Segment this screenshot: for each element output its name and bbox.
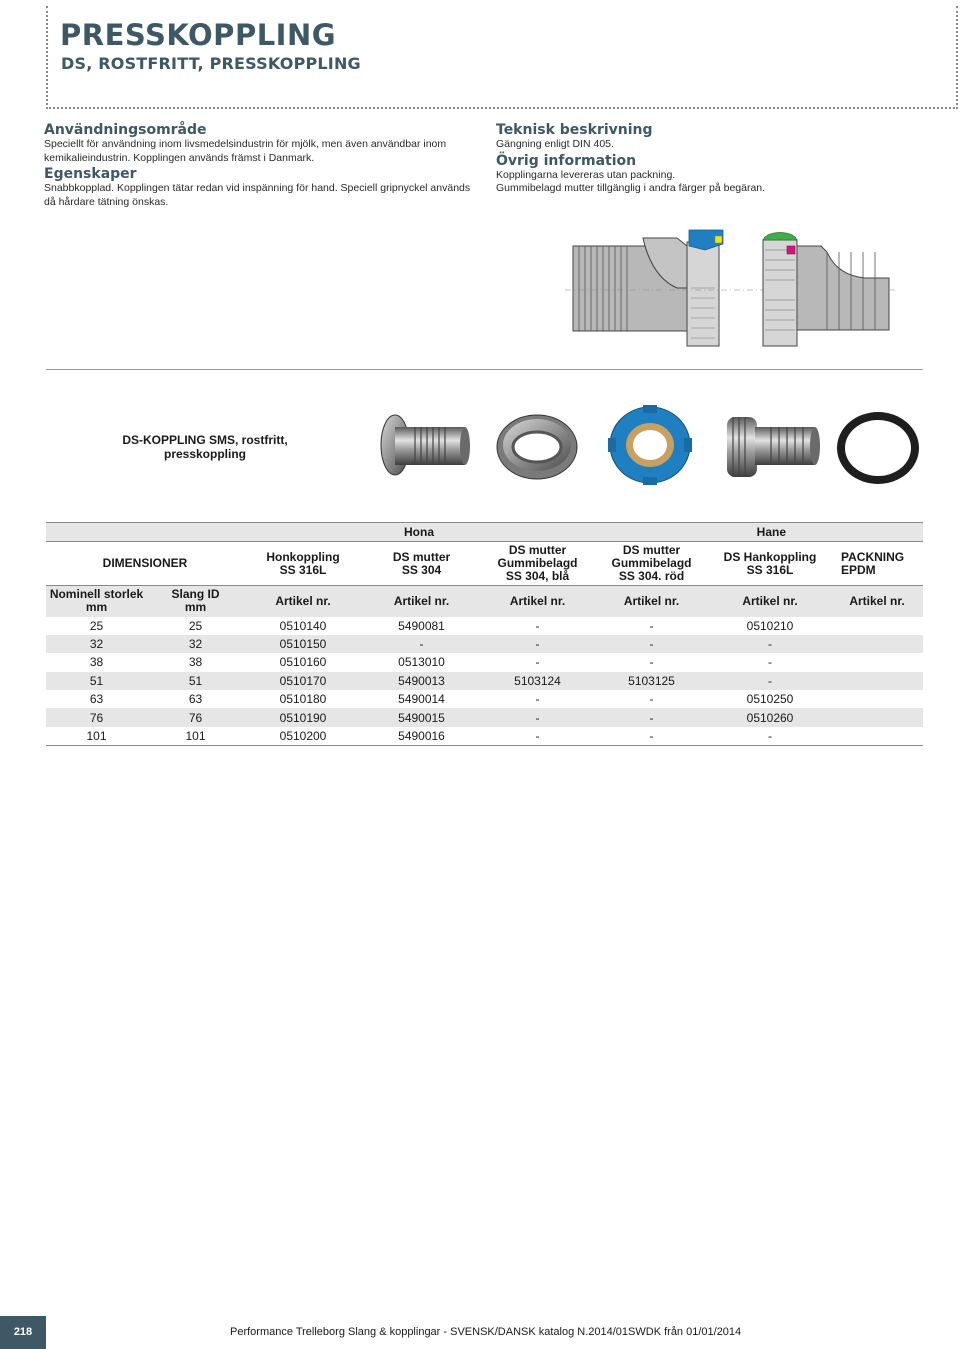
col-header-male-coupling: DS Hankoppling SS 316L [723,549,817,577]
table-cell [831,672,923,690]
table-cell [831,617,923,635]
group-hane: Hane [756,524,786,539]
page-number: 218 [0,1316,46,1349]
table-cell: - [649,637,654,652]
table-cell: 5103125 [628,673,675,688]
table-cell [831,727,923,746]
table-cell: 25 [89,618,104,633]
product-label: DS-KOPPLING SMS, rostfritt, presskoppling [122,433,288,461]
table-cell [831,708,923,726]
female-coupling-photo [381,415,470,475]
table-cell: 0510260 [746,710,794,725]
table-cell: 5490013 [398,673,445,688]
table-cell: 0510160 [279,655,327,670]
product-header-row [46,542,923,586]
table-cell: 0510210 [746,618,794,633]
table-cell: - [419,637,424,652]
table-cell: 63 [188,692,203,707]
table-cell: 0510180 [279,692,327,707]
group-hona: Hona [404,524,434,539]
right-text-column [496,122,936,196]
table-cell: - [768,728,772,743]
table-cell [831,690,923,708]
spec-table [46,522,923,746]
table-cell: - [768,637,772,652]
table-cell: - [649,728,654,743]
table-cell: 0510150 [279,637,327,652]
table-row [46,635,923,653]
table-row [46,690,923,708]
group-header-row [46,523,923,542]
table-cell: 5490016 [398,728,445,743]
table-cell: 0513010 [398,655,445,670]
table-cell: - [649,618,654,633]
table-row [46,617,923,635]
table-cell: - [535,655,540,670]
col-header-nominal-size: Nominell storlek mm [49,587,144,615]
table-cell: 51 [188,673,203,688]
epdm-gasket-photo [837,412,919,484]
other-info-heading: Övrig information [496,152,637,169]
table-cell: 32 [188,637,203,652]
table-cell: - [535,710,540,725]
table-cell: 0510140 [279,618,327,633]
table-cell: 38 [188,655,203,670]
usage-text: Speciellt för användning inom livsmedelsindustrin för mjölk, men även användbar inom kemikalieindustrin. Kopplingen används främst i Danmark. [44,138,447,164]
table-cell: 0510170 [279,673,327,688]
table-cell: - [649,710,654,725]
table-cell: 63 [89,692,104,707]
table-cell [831,635,923,653]
table-cell: 76 [89,710,104,725]
table-row [46,708,923,726]
table-row [46,653,923,671]
table-cell: 5490081 [398,618,445,633]
properties-text: Snabbkopplad. Kopplingen tätar redan vid inspänning för hand. Speciell gripnyckel används då hårdare tätning önskas. [44,182,471,208]
table-row [46,727,923,746]
section-divider [46,369,923,370]
table-cell: - [649,692,654,707]
other-info-text-2: Gummibelagd mutter tillgänglig i andra färger på begäran. [496,182,766,194]
table-cell: 5103124 [514,673,561,688]
col-header-gasket: PACKNING EPDM [841,549,905,577]
table-cell: 51 [89,673,104,688]
col-header-female-coupling: Honkoppling SS 316L [266,549,340,577]
table-cell: 101 [86,728,107,743]
other-info-text-1: Kopplingarna levereras utan packning. [496,168,676,181]
article-label: Artikel nr. [509,593,566,608]
table-cell: 76 [188,710,203,725]
table-cell: 25 [188,618,203,633]
article-label: Artikel nr. [623,593,680,608]
left-text-column [44,122,474,209]
table-cell: - [535,728,540,743]
table-cell: 101 [185,728,206,743]
article-header-row [46,586,923,617]
footer-text: Performance Trelleborg Slang & kopplingar - SVENSK/DANSK katalog N.2014/01SWDK från 01/01/2014 [230,1326,742,1338]
col-header-ds-nut: DS mutter SS 304 [392,549,451,577]
tech-text: Gängning enligt DIN 405. [496,138,614,150]
col-header-ds-nut-red: DS mutter Gummibelagd SS 304. röd [611,543,692,583]
dimensions-header: DIMENSIONER [102,556,188,570]
article-label: Artikel nr. [275,593,331,608]
table-cell: 32 [89,637,104,652]
table-cell: 0510190 [279,710,327,725]
table-cell: 0510200 [279,728,327,743]
table-cell: 5490014 [398,692,445,707]
properties-heading: Egenskaper [44,166,137,182]
table-cell: 0510250 [746,692,794,707]
table-cell: - [649,655,654,670]
usage-heading: Användningsområde [44,122,207,138]
article-label: Artikel nr. [742,593,798,608]
table-cell: - [535,692,540,707]
table-cell: 38 [89,655,104,670]
article-label: Artikel nr. [393,593,450,608]
table-cell: - [768,655,772,670]
coupling-cross-section-drawing [565,226,895,351]
product-photos [375,405,925,490]
table-cell: - [535,618,540,633]
steel-nut-photo [497,415,577,479]
article-label: Artikel nr. [849,593,905,608]
tech-heading: Teknisk beskrivning [496,122,653,138]
table-row [46,672,923,690]
table-cell: - [535,637,540,652]
table-body [46,617,923,746]
table-cell [831,653,923,671]
table-cell: - [768,673,772,688]
table-cell: 5490015 [398,710,445,725]
page-subtitle: DS, ROSTFRITT, PRESSKOPPLING [61,54,361,73]
col-header-hose-id: Slang ID mm [171,587,220,615]
col-header-ds-nut-blue: DS mutter Gummibelagd SS 304, blå [497,543,578,583]
male-coupling-photo [727,417,820,477]
page-title: PRESSKOPPLING [60,18,337,52]
blue-nut-photo [608,405,692,485]
